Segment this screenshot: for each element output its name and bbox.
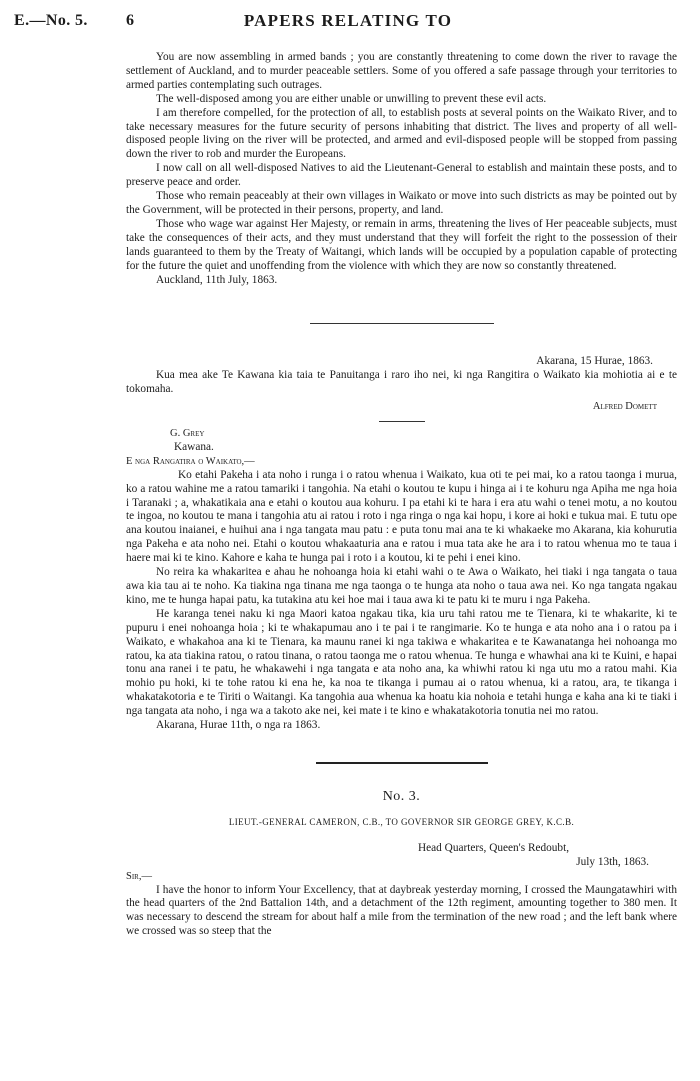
paragraph: The well-disposed among you are either unable or unwilling to prevent these evil acts.	[156, 92, 547, 105]
proclamation-date: Auckland, 11th July, 1863.	[156, 273, 278, 286]
proclamation-english	[126, 51, 677, 287]
despatch-address-line: Head Quarters, Queen's Redoubt,	[418, 841, 570, 854]
maori-letter	[126, 427, 677, 733]
paragraph: You are now assembling in armed bands ; you are constantly threatening to come down the river to ravage the settlement of Auckland, and to murder peaceable settlers. Some of you offered a safe passage through your territories to armed parties contemplating such outrages.	[126, 51, 677, 91]
running-title: PAPERS RELATING TO	[243, 11, 453, 30]
paragraph: Ko etahi Pakeha i ata noho i runga i o ratou whenua i Waikato, kua oti te pei mai, ko a ratou taonga i murua, ko a ratou wahine me a ratou tamariki i tangohia. Na etahi o koutou te kupu i hinga ai i te kohuru nga Apiha me nga hoia i Taranaki ; a, whakatikaia ana e etahi o koutou aua kohuru. I pa etahi ki te hara i era atu wahi o tenei motu, a no koutou te ingoa, no koutou te mana i tangohia atu ai ratou i roto i nga ringa o nga kai hopu, i kore ai hoki e tukua mai. E tutu ope ana koutou inaianei, e huihui ana i nga tangata mau patu : e puta tonu mai ana te ki whakaeke mo Akarana, kia kohurutia nga Pakeha e ata noho nei. Etahi o koutou whakaaturia ana e ratou i mua tata ake he ara i to ratou whenua mo te taua i haere mai ki te kino. Kahore e kaha te hunga pai i roto i a koutou, ki te pehi i enei kino.	[126, 468, 677, 565]
letter-salutation: E nga Rangatira o Waikato,—	[126, 455, 255, 467]
paragraph: I have the honor to inform Your Excellency, that at daybreak yesterday morning, I crossed the Maungatawhiri with the head quarters of the 2nd Battalion 14th, and a detachment of the 12th regiment, amounting together to 380 men. It was necessary to descend the stream for about half a mile from the termination of the new road ; and the left bank where we crossed was so steep that the	[126, 883, 677, 938]
despatch-subheading: LIEUT.-GENERAL CAMERON, C.B., TO GOVERNOR SIR GEORGE GREY, K.C.B.	[228, 816, 575, 827]
paragraph: Those who remain peaceably at their own villages in Waikato or move into such districts as may be pointed out by the Government, will be protected in their persons, property, and land.	[126, 190, 677, 216]
paragraph: Those who wage war against Her Majesty, or remain in arms, threatening the lives of Her peaceable subjects, must take the consequences of their acts, and they must understand that they will forfeit the right to the possession of their lands guaranteed to them by the Treaty of Waitangi, which lands will be occupied by a population capable of protecting for the future the quiet and unoffending from the violence with which they are now so constantly threatened.	[126, 217, 677, 272]
paragraph: No reira ka whakaritea e ahau he nohoanga hoia ki etahi wahi o te Awa o Waikato, hei tiaki i nga tangata o taua awa kia tau ai te noho. Ka tiakina nga tinana me nga taonga o te hunga ata noho o taua awa nei. Ko nga tangata ngakau kino, me te hunga hapai patu, ka tutakina atu kei hoe mai i taua awa ki te patu ki te muru i nga Pakeha.	[126, 566, 677, 606]
paragraph: I am therefore compelled, for the protection of all, to establish posts at several points on the Waikato River, and to take necessary measures for the future security of persons inhabiting that district. The lives and property of all well-disposed people living on the river will be protected, and armed and evil-disposed people will be stopped from passing down the river to rob and murder the Europeans.	[126, 106, 677, 161]
notice-signature: Alfred Domett	[592, 401, 657, 413]
page-number: 6	[126, 12, 134, 29]
notice-place-date: Akarana, 15 Hurae, 1863.	[536, 355, 653, 368]
page-content	[126, 51, 677, 939]
letter-signer-role: Kawana.	[174, 440, 214, 453]
despatch-date: July 13th, 1863.	[576, 855, 649, 868]
despatch-no-3	[126, 790, 677, 939]
despatch-salutation: Sir,—	[126, 870, 152, 882]
despatch-number: No. 3.	[382, 788, 421, 804]
notice-text: Kua mea ake Te Kawana kia taia te Panuitanga i raro iho nei, ki nga Rangitira o Waikato kia mohiotia ai e te tokomaha.	[126, 369, 677, 396]
maori-notice	[126, 355, 677, 414]
page-header	[14, 11, 682, 38]
letter-signer: G. Grey	[170, 428, 205, 440]
paragraph: He karanga tenei naku ki nga Maori katoa ngakau tika, kia uru tahi ratou me te Tienara, ki te whakarite, ki te pupuru i enei nohoanga hoia ; ki te whakapumau ano i te pai i te rangimarie. Ko te hunga e ata noho ana i o ratou pa i Waikato, e whakahoa ana ki te Tienara, ka maunu ranei ki nga takiwa e whakaritea e te Kawanatanga hei nohoanga mo ratou, ka ata tiakina ratou, o ratou tinana, o ratou taonga me o ratou whenua. Te hunga e whawhai ana ki te Kuini, e hapai tonu ana ranei i te patu, he whakawehi i nga tangata e ata noho ana, ka whiwhi ratou ki nga utu mo a ratou mahi. Kia mohio pu hoki, ki te tohe ratou ki ena he, ka noa te tikanga i pumau ai o ratou whenua, ki a ratou, ara, te tikanga i whakatakotoria e te Tiriti o Waitangi. Ka tangohia aua whenua ka hoatu kia nohoia e tetahi hunga e kaha ana ki te tiaki i nga tangata ata noho, i nga wa a takoto ake nei, kei mate i te kino e whakatakotoria tonutia nei mo ratou.	[126, 607, 677, 718]
series-number: E.—No. 5.	[14, 12, 88, 29]
paragraph: I now call on all well-disposed Natives to aid the Lieutenant-General to establish and maintain these posts, and to preserve peace and order.	[126, 162, 677, 189]
letter-date: Akarana, Hurae 11th, o nga ra 1863.	[156, 719, 321, 732]
